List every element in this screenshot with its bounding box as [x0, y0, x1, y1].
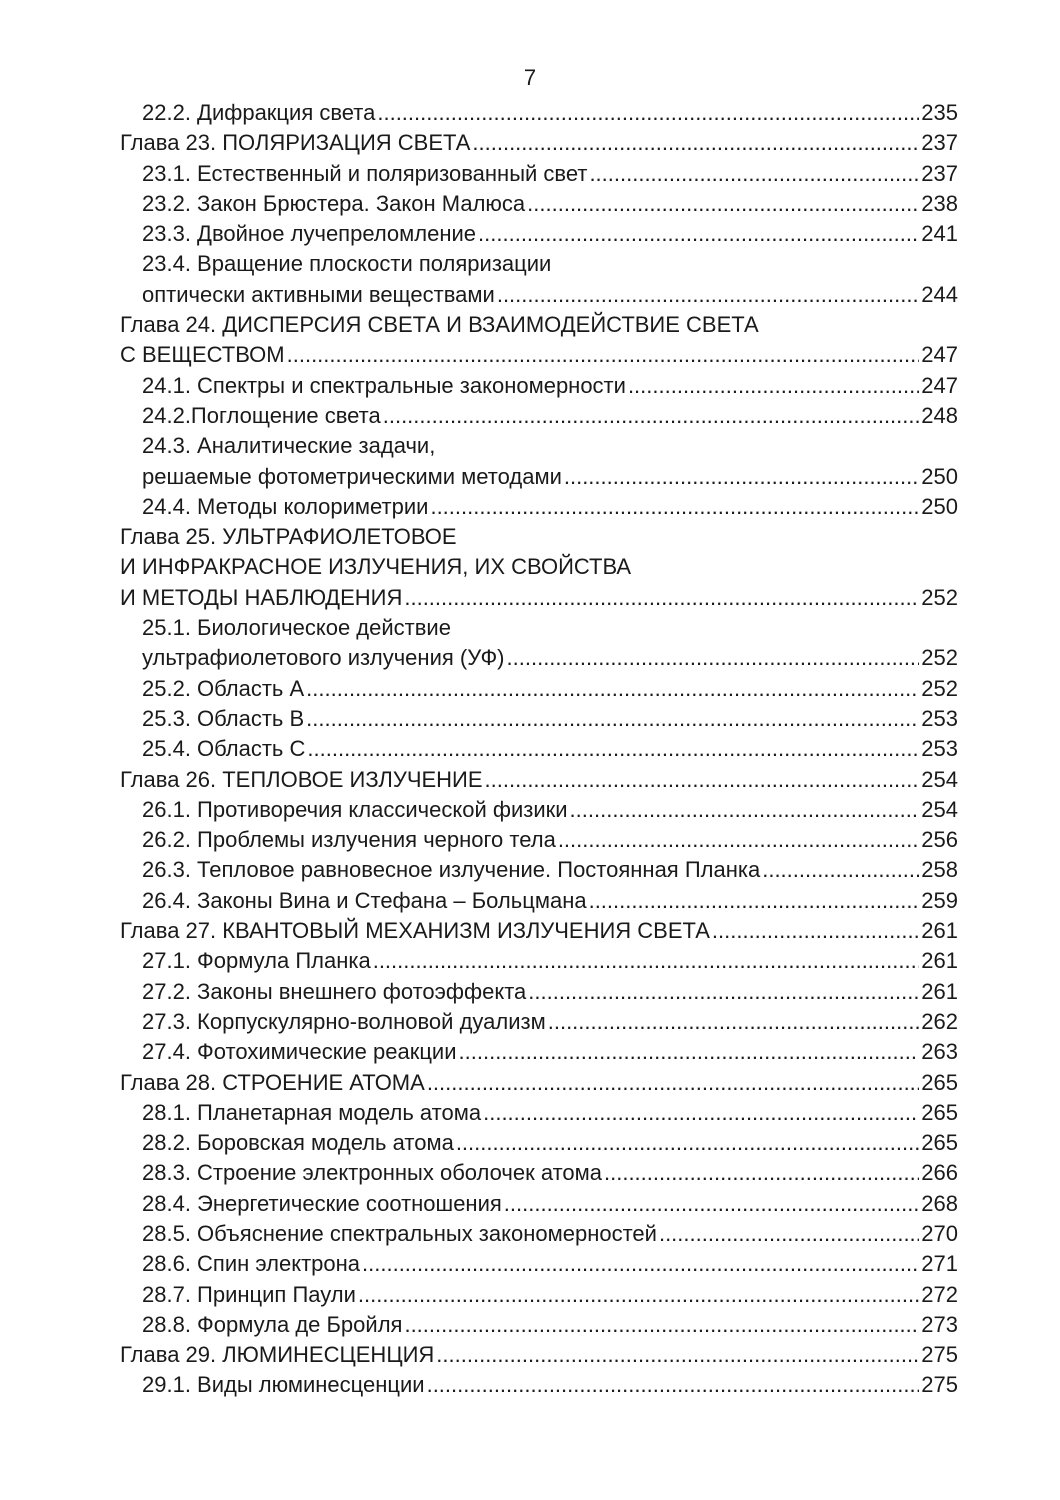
toc-entry-title: 25.3. Область В [142, 705, 305, 731]
dot-leader [430, 492, 919, 522]
dot-leader [628, 371, 919, 401]
toc-entry-title-line: 23.4. Вращение плоскости поляризации [142, 251, 552, 277]
toc-page-number: 258 [921, 857, 958, 883]
toc-page-number: 265 [921, 1099, 958, 1125]
toc-entry-row [142, 1037, 958, 1067]
toc-page-number: 250 [921, 493, 958, 519]
toc-page-number: 248 [921, 402, 958, 428]
dot-leader [570, 795, 920, 825]
dot-leader [306, 704, 919, 734]
toc-entry-title: 24.4. Методы колориметрии [142, 493, 429, 519]
toc-chapter-entry[interactable] [120, 765, 958, 795]
toc-page-number: 237 [921, 130, 958, 156]
toc-page-number: 252 [921, 675, 958, 701]
toc-entry-row [142, 643, 958, 673]
toc-entry-row [142, 734, 958, 764]
toc-entry-row [120, 340, 958, 370]
toc-page-number: 265 [921, 1069, 958, 1095]
toc-entry-title: Глава 26. ТЕПЛОВОЕ ИЗЛУЧЕНИЕ [120, 766, 483, 792]
toc-section-entry[interactable] [120, 946, 958, 976]
toc-entry-title: С ВЕЩЕСТВОМ [120, 342, 285, 368]
toc-section-entry[interactable] [120, 249, 958, 310]
toc-section-entry[interactable] [120, 1098, 958, 1128]
toc-entry-title: ультрафиолетового излучения (УФ) [142, 645, 505, 671]
toc-page-number: 270 [921, 1220, 958, 1246]
dot-leader [472, 128, 919, 158]
toc-chapter-entry[interactable] [120, 1068, 958, 1098]
toc-section-entry[interactable] [120, 1219, 958, 1249]
toc-section-entry[interactable] [120, 825, 958, 855]
dot-leader [497, 280, 919, 310]
toc-entry-title: оптически активными веществами [142, 281, 495, 307]
toc-entry-row [142, 219, 958, 249]
dot-leader [436, 1340, 919, 1370]
dot-leader [558, 825, 919, 855]
toc-entry-row [120, 1340, 958, 1370]
dot-leader [548, 1007, 920, 1037]
toc-entry-row [142, 371, 958, 401]
toc-page-number: 273 [921, 1311, 958, 1337]
toc-chapter-entry[interactable] [120, 310, 958, 371]
dot-leader [604, 1158, 919, 1188]
toc-entry-title: 23.1. Естественный и поляризованный свет [142, 160, 588, 186]
toc-page-number: 252 [921, 645, 958, 671]
toc-page-number: 266 [921, 1160, 958, 1186]
toc-entry-title: 26.1. Противоречия классической физики [142, 796, 568, 822]
toc-entry-row [142, 1370, 958, 1400]
toc-entry-title: 28.4. Энергетические соотношения [142, 1190, 502, 1216]
toc-entry-title: 26.3. Тепловое равновесное излучение. Постоянная Планка [142, 857, 761, 883]
toc-entry-title: Глава 28. СТРОЕНИЕ АТОМА [120, 1069, 425, 1095]
toc-section-entry[interactable] [120, 1158, 958, 1188]
toc-entry-title: 28.7. Принцип Паули [142, 1281, 356, 1307]
toc-entry-row [142, 280, 958, 310]
dot-leader [659, 1219, 919, 1249]
toc-section-entry[interactable] [120, 734, 958, 764]
toc-entry-title: 24.2.Поглощение света [142, 402, 381, 428]
dot-leader [712, 916, 919, 946]
toc-section-entry[interactable] [120, 401, 958, 431]
toc-page-number: 272 [921, 1281, 958, 1307]
toc-section-entry[interactable] [120, 795, 958, 825]
dot-leader [287, 340, 920, 370]
toc-entry-title: 28.8. Формула де Бройля [142, 1311, 403, 1337]
toc-entry-title: И МЕТОДЫ НАБЛЮДЕНИЯ [120, 584, 403, 610]
toc-chapter-entry[interactable] [120, 916, 958, 946]
toc-entry-title: 28.2. Боровская модель атома [142, 1130, 454, 1156]
toc-entry-row [142, 1007, 958, 1037]
toc-chapter-entry[interactable] [120, 522, 958, 613]
toc-section-entry[interactable] [120, 886, 958, 916]
toc-entry-title: 23.2. Закон Брюстера. Закон Малюса [142, 190, 526, 216]
toc-section-entry[interactable] [120, 492, 958, 522]
toc-section-entry[interactable] [120, 1310, 958, 1340]
toc-page-number: 237 [921, 160, 958, 186]
toc-section-entry[interactable] [120, 1249, 958, 1279]
toc-page-number: 275 [921, 1372, 958, 1398]
toc-page-number: 261 [921, 918, 958, 944]
toc-entry-title: решаемые фотометрическими методами [142, 463, 562, 489]
dot-leader [307, 734, 919, 764]
toc-entry-title: 23.3. Двойное лучепреломление [142, 221, 477, 247]
toc-entry-row [142, 674, 958, 704]
toc-entry-row [142, 1249, 958, 1279]
dot-leader [528, 977, 919, 1007]
toc-page-number: 275 [921, 1342, 958, 1368]
dot-leader [306, 674, 919, 704]
toc-entry-row [142, 1098, 958, 1128]
toc-section-entry[interactable] [120, 704, 958, 734]
dot-leader [485, 765, 920, 795]
toc-entry-title: 27.2. Законы внешнего фотоэффекта [142, 978, 527, 1004]
dot-leader [459, 1037, 920, 1067]
toc-entry-row [142, 1189, 958, 1219]
toc-page-number: 241 [921, 221, 958, 247]
toc-entry-row [142, 704, 958, 734]
dot-leader [564, 462, 919, 492]
toc-entry-row [142, 1219, 958, 1249]
toc-page-number: 256 [921, 827, 958, 853]
toc-entry-row [142, 825, 958, 855]
toc-entry-row [142, 1310, 958, 1340]
toc-section-entry[interactable] [120, 189, 958, 219]
dot-leader [383, 401, 920, 431]
dot-leader [589, 886, 920, 916]
toc-entry-title: 28.1. Планетарная модель атома [142, 1099, 482, 1125]
dot-leader [427, 1068, 919, 1098]
toc-section-entry[interactable] [120, 855, 958, 885]
toc-section-entry[interactable] [120, 371, 958, 401]
toc-section-entry[interactable] [120, 1280, 958, 1310]
toc-section-entry[interactable] [120, 98, 958, 128]
dot-leader [483, 1098, 919, 1128]
dot-leader [478, 219, 919, 249]
toc-entry-title: 24.1. Спектры и спектральные закономерности [142, 372, 626, 398]
toc-entry-title: Глава 29. ЛЮМИНЕСЦЕНЦИЯ [120, 1342, 435, 1368]
toc-page-number: 244 [921, 281, 958, 307]
toc-section-entry[interactable] [120, 674, 958, 704]
toc-entry-row [142, 189, 958, 219]
dot-leader [762, 855, 919, 885]
dot-leader [373, 946, 920, 976]
toc-section-entry[interactable] [120, 1370, 958, 1400]
toc-page-number: 268 [921, 1190, 958, 1216]
toc-chapter-entry[interactable] [120, 128, 958, 158]
toc-page-number: 253 [921, 705, 958, 731]
toc-entry-title: 27.4. Фотохимические реакции [142, 1039, 457, 1065]
toc-page-number: 247 [921, 372, 958, 398]
toc-entry-row [142, 795, 958, 825]
dot-leader [377, 98, 919, 128]
toc-entry-row [142, 1128, 958, 1158]
toc-page-number: 259 [921, 887, 958, 913]
dot-leader [404, 1310, 919, 1340]
toc-entry-title-line: Глава 25. УЛЬТРАФИОЛЕТОВОЕ [120, 524, 457, 550]
toc-page-number: 261 [921, 948, 958, 974]
toc-page-number: 265 [921, 1130, 958, 1156]
toc-page-number: 238 [921, 190, 958, 216]
dot-leader [404, 583, 919, 613]
toc-entry-row [120, 128, 958, 158]
toc-entry-title: Глава 27. КВАНТОВЫЙ МЕХАНИЗМ ИЗЛУЧЕНИЯ СВЕТА [120, 918, 710, 944]
toc-entry-row [142, 855, 958, 885]
toc-entry-title: 28.5. Объяснение спектральных закономерностей [142, 1220, 657, 1246]
toc-section-entry[interactable] [120, 159, 958, 189]
toc-entry-row [142, 462, 958, 492]
toc-entry-title: 29.1. Виды люминесценции [142, 1372, 425, 1398]
toc-entry-title: 25.4. Область С [142, 736, 306, 762]
dot-leader [504, 1189, 920, 1219]
toc-entry-row [142, 492, 958, 522]
toc-entry-row [120, 1068, 958, 1098]
toc-entry-title-line: 24.3. Аналитические задачи, [142, 433, 436, 459]
toc-entry-row [142, 946, 958, 976]
toc-page-number: 263 [921, 1039, 958, 1065]
toc-page-number: 247 [921, 342, 958, 368]
toc-entry-title: 26.2. Проблемы излучения черного тела [142, 827, 556, 853]
toc-entry-row [120, 916, 958, 946]
toc-section-entry[interactable] [120, 431, 958, 492]
toc-entry-row [142, 401, 958, 431]
toc-page-number: 262 [921, 1008, 958, 1034]
table-of-contents [120, 98, 958, 1401]
dot-leader [362, 1249, 919, 1279]
toc-entry-row [142, 886, 958, 916]
toc-section-entry[interactable] [120, 613, 958, 674]
toc-entry-row [120, 583, 958, 613]
toc-entry-row [142, 1280, 958, 1310]
dot-leader [507, 643, 920, 673]
toc-section-entry[interactable] [120, 1128, 958, 1158]
toc-section-entry[interactable] [120, 1037, 958, 1067]
toc-page-number: 254 [921, 796, 958, 822]
dot-leader [527, 189, 919, 219]
toc-chapter-entry[interactable] [120, 1340, 958, 1370]
toc-page-number: 253 [921, 736, 958, 762]
toc-page-number: 250 [921, 463, 958, 489]
toc-entry-title: 28.6. Спин электрона [142, 1251, 361, 1277]
toc-entry-row [142, 1158, 958, 1188]
toc-entry-row [142, 159, 958, 189]
toc-entry-title: 25.2. Область А [142, 675, 305, 701]
toc-section-entry[interactable] [120, 977, 958, 1007]
toc-section-entry[interactable] [120, 219, 958, 249]
toc-page-number: 261 [921, 978, 958, 1004]
toc-entry-title-line: 25.1. Биологическое действие [142, 615, 451, 641]
toc-page-number: 252 [921, 584, 958, 610]
dot-leader [358, 1280, 919, 1310]
dot-leader [589, 159, 919, 189]
toc-entry-title: 28.3. Строение электронных оболочек атома [142, 1160, 602, 1186]
toc-entry-row [120, 765, 958, 795]
dot-leader [456, 1128, 919, 1158]
toc-entry-title: 22.2. Дифракция света [142, 100, 376, 125]
toc-section-entry[interactable] [120, 1007, 958, 1037]
toc-entry-row [142, 98, 958, 128]
toc-page-number: 235 [921, 100, 958, 125]
toc-entry-title-line: И ИНФРАКРАСНОЕ ИЗЛУЧЕНИЯ, ИХ СВОЙСТВА [120, 554, 632, 580]
dot-leader [427, 1370, 920, 1400]
toc-entry-title: 27.1. Формула Планка [142, 948, 371, 974]
toc-entry-title: 27.3. Корпускулярно-волновой дуализм [142, 1008, 546, 1034]
toc-page-number: 271 [921, 1251, 958, 1277]
toc-entry-title: Глава 23. ПОЛЯРИЗАЦИЯ СВЕТА [120, 130, 471, 156]
toc-entry-title-line: Глава 24. ДИСПЕРСИЯ СВЕТА И ВЗАИМОДЕЙСТВИЕ СВЕТА [120, 312, 759, 338]
toc-section-entry[interactable] [120, 1189, 958, 1219]
toc-entry-row [142, 977, 958, 1007]
toc-entry-title: 26.4. Законы Вина и Стефана – Больцмана [142, 887, 587, 913]
page-number: 7 [523, 65, 537, 90]
toc-page-number: 254 [921, 766, 958, 792]
